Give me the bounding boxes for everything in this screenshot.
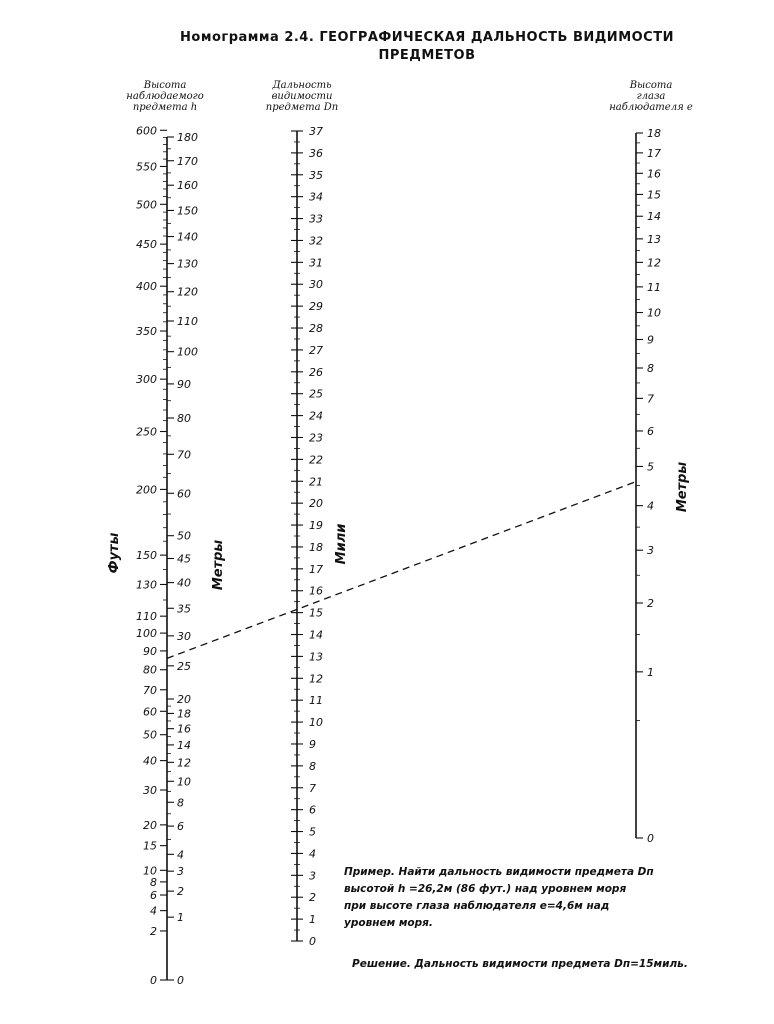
visibility-tick-label: 0 (309, 935, 316, 948)
visibility-tick-label: 4 (309, 847, 316, 861)
visibility-tick-label: 14 (309, 628, 323, 642)
meters-tick-label: 20 (177, 693, 191, 706)
visibility-tick-label: 16 (309, 584, 323, 598)
visibility-tick-label: 5 (309, 825, 316, 839)
meters-tick-label: 18 (177, 707, 191, 721)
meters-tick-label: 120 (177, 285, 198, 299)
eye-height-tick-label: 2 (647, 597, 654, 610)
miles-unit-label: Мили (334, 523, 349, 565)
example-line: высотой h =26,2м (86 фут.) над уровнем моря (344, 883, 627, 895)
feet-tick-label: 2 (150, 924, 157, 938)
feet-tick-label: 30 (143, 783, 157, 797)
meters-tick-label: 150 (177, 204, 198, 218)
solution-note: Решение. Дальность видимости предмета Dп=15миль. (352, 958, 688, 970)
meters-tick-label: 10 (177, 775, 191, 789)
feet-tick-label: 60 (143, 705, 157, 719)
visibility-header-line: Дальность (272, 80, 332, 91)
meters-tick-label: 160 (177, 179, 198, 193)
visibility-tick-label: 3 (309, 869, 316, 883)
object-height-header-line: предмета h (132, 102, 198, 113)
chart-title: Номограмма 2.4. ГЕОГРАФИЧЕСКАЯ ДАЛЬНОСТЬ ВИДИМОСТИ (180, 30, 674, 45)
visibility-tick-label: 12 (309, 672, 323, 686)
meters-tick-label: 14 (177, 738, 191, 752)
feet-tick-label: 15 (143, 839, 157, 853)
meters-tick-label: 90 (177, 377, 191, 391)
feet-tick-label: 20 (143, 818, 157, 832)
eye-height-tick-label: 11 (647, 280, 661, 294)
feet-tick-label: 400 (136, 280, 157, 294)
eye-height-tick-label: 13 (647, 232, 661, 246)
visibility-tick-label: 7 (309, 781, 316, 795)
example-note (344, 864, 724, 932)
feet-tick-label: 350 (136, 325, 157, 339)
feet-tick-label: 0 (150, 974, 157, 987)
visibility-tick-label: 33 (309, 212, 323, 226)
meters-tick-label: 16 (177, 722, 191, 736)
visibility-tick-label: 24 (309, 409, 323, 423)
meters-tick-label: 1 (177, 911, 184, 925)
visibility-header-line: предмета Dп (265, 102, 339, 113)
meters-tick-label: 30 (177, 629, 191, 643)
meters-tick-label: 180 (177, 131, 198, 144)
feet-tick-label: 300 (136, 373, 157, 387)
visibility-tick-label: 31 (309, 256, 323, 270)
eye-height-tick-label: 1 (647, 665, 654, 679)
feet-tick-label: 50 (143, 728, 157, 742)
feet-tick-label: 200 (136, 483, 157, 497)
visibility-tick-label: 19 (309, 519, 323, 533)
meters-tick-label: 25 (177, 659, 191, 673)
feet-tick-label: 80 (143, 663, 157, 677)
example-line: при высоте глаза наблюдателя e=4,6м над (344, 900, 610, 912)
meters-tick-label: 40 (177, 576, 191, 590)
meters-tick-label: 45 (177, 552, 191, 566)
meters-tick-label: 0 (177, 974, 184, 987)
visibility-tick-label: 36 (309, 146, 323, 160)
visibility-tick-label: 32 (309, 234, 323, 248)
visibility-tick-label: 26 (309, 365, 323, 379)
feet-tick-label: 150 (136, 549, 157, 563)
feet-tick-label: 70 (143, 683, 157, 697)
eye-height-tick-label: 18 (647, 127, 661, 140)
meters-tick-label: 110 (177, 314, 198, 328)
visibility-tick-label: 30 (309, 278, 323, 292)
meters-unit-label: Метры (211, 539, 226, 591)
eye-height-header-line: наблюдателя e (609, 102, 693, 113)
eye-height-tick-label: 6 (647, 424, 654, 438)
feet-tick-label: 10 (143, 864, 157, 878)
eye-height-tick-label: 0 (647, 832, 654, 845)
eye-height-tick-label: 3 (647, 544, 654, 558)
feet-unit-label: Футы (107, 532, 122, 574)
visibility-tick-label: 10 (309, 716, 323, 730)
eye-height-tick-label: 17 (647, 146, 661, 160)
visibility-tick-label: 21 (309, 475, 323, 489)
meters-tick-label: 3 (177, 865, 184, 879)
feet-tick-label: 550 (136, 160, 157, 174)
meters-tick-label: 6 (177, 820, 184, 834)
visibility-tick-label: 20 (309, 497, 323, 511)
visibility-tick-label: 13 (309, 650, 323, 664)
visibility-tick-label: 18 (309, 540, 323, 554)
meters-tick-label: 60 (177, 487, 191, 501)
eye-height-tick-label: 14 (647, 210, 661, 224)
eye-height-tick-label: 8 (647, 362, 654, 375)
meters-tick-label: 2 (177, 885, 184, 899)
visibility-tick-label: 17 (309, 562, 323, 576)
meters-tick-label: 130 (177, 257, 198, 271)
visibility-tick-label: 23 (309, 431, 323, 445)
feet-tick-label: 90 (143, 644, 157, 658)
eye-height-header-line: глаза (636, 91, 666, 102)
example-line: Пример. Найти дальность видимости предмета Dп (344, 866, 654, 878)
feet-tick-label: 500 (136, 198, 157, 212)
visibility-tick-label: 29 (309, 300, 323, 314)
feet-tick-label: 100 (136, 627, 157, 641)
feet-tick-label: 8 (150, 875, 157, 889)
feet-tick-label: 40 (143, 754, 157, 768)
example-line: уровнем моря. (344, 917, 433, 929)
eye-height-tick-label: 10 (647, 306, 661, 320)
meters-tick-label: 12 (177, 756, 191, 770)
meters-tick-label: 170 (177, 154, 198, 168)
feet-tick-label: 4 (150, 904, 157, 918)
eye-height-tick-label: 15 (647, 188, 661, 202)
meters-tick-label: 100 (177, 345, 198, 359)
visibility-tick-label: 25 (309, 387, 323, 401)
eye-meters-unit-label: Метры (675, 461, 690, 513)
object-height-header-line: наблюдаемого (126, 91, 204, 102)
visibility-tick-label: 27 (309, 343, 323, 357)
eye-height-tick-label: 16 (647, 167, 661, 181)
visibility-tick-label: 2 (309, 891, 316, 905)
example-dashed-line (167, 482, 636, 659)
meters-tick-label: 140 (177, 230, 198, 244)
visibility-tick-label: 34 (309, 190, 323, 204)
chart-title-continued: ПРЕДМЕТОВ (378, 48, 476, 63)
feet-tick-label: 600 (136, 124, 157, 138)
visibility-tick-label: 28 (309, 322, 323, 336)
eye-height-tick-label: 5 (647, 460, 654, 474)
visibility-tick-label: 35 (309, 168, 323, 182)
feet-tick-label: 6 (150, 889, 157, 903)
eye-height-tick-label: 4 (647, 499, 654, 513)
visibility-tick-label: 1 (309, 913, 316, 927)
meters-tick-label: 35 (177, 602, 191, 616)
meters-tick-label: 80 (177, 412, 191, 425)
feet-tick-label: 130 (136, 578, 157, 592)
eye-height-tick-label: 9 (647, 333, 654, 347)
feet-tick-label: 250 (136, 425, 157, 439)
meters-tick-label: 8 (177, 796, 184, 810)
eye-height-tick-label: 12 (647, 256, 661, 270)
visibility-header-line: видимости (271, 91, 333, 102)
object-height-header-line: Высота (143, 80, 187, 91)
visibility-tick-label: 9 (309, 737, 316, 751)
meters-tick-label: 50 (177, 529, 191, 543)
visibility-tick-label: 6 (309, 803, 316, 817)
meters-tick-label: 70 (177, 448, 191, 462)
visibility-tick-label: 37 (309, 125, 323, 138)
meters-tick-label: 4 (177, 848, 184, 862)
eye-height-tick-label: 7 (647, 392, 654, 406)
feet-tick-label: 450 (136, 238, 157, 252)
feet-tick-label: 110 (136, 610, 157, 624)
visibility-tick-label: 22 (309, 453, 323, 467)
visibility-tick-label: 11 (309, 694, 323, 708)
visibility-tick-label: 8 (309, 759, 316, 773)
visibility-tick-label: 15 (309, 606, 323, 620)
eye-height-header-line: Высота (629, 80, 673, 91)
